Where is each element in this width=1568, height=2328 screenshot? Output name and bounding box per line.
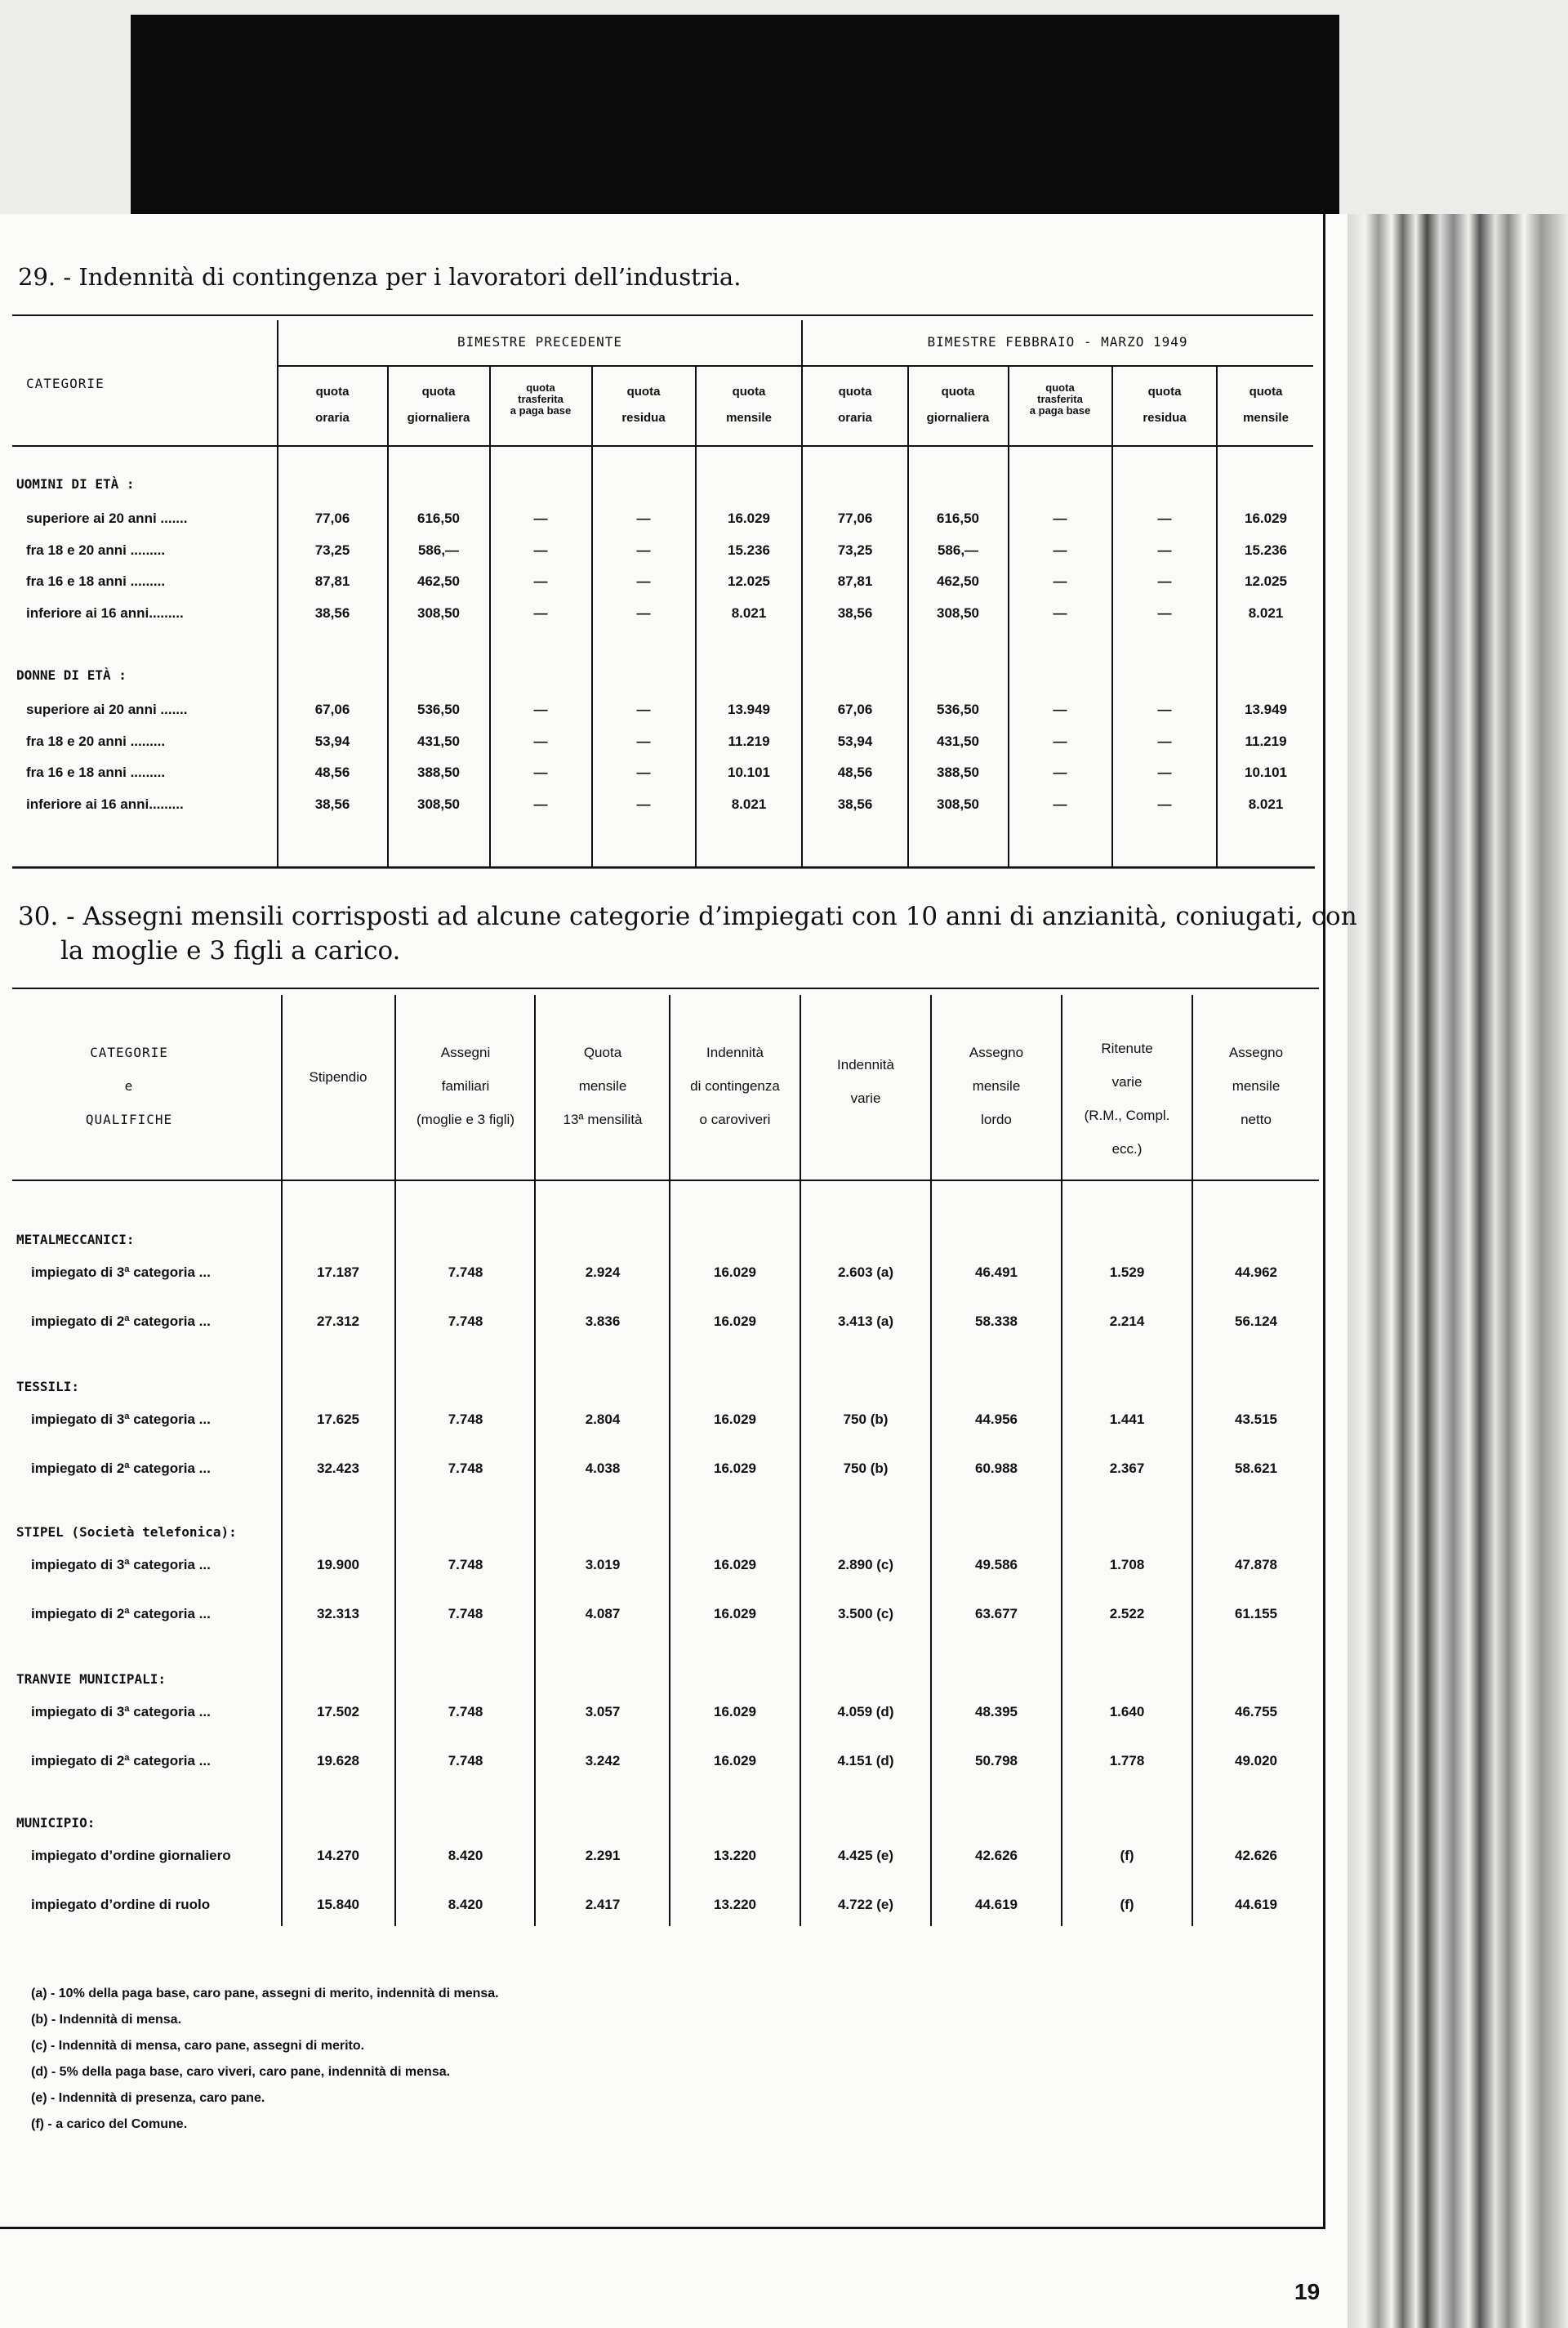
cell-value: 49.020 (1235, 1753, 1277, 1768)
cell-value: 8.420 (448, 1848, 483, 1863)
cell-value: 1.441 (1109, 1412, 1145, 1427)
cell-value: 750 (b) (843, 1461, 889, 1476)
cell-curr: 431,50 (937, 733, 979, 749)
table29-group-prev: BIMESTRE PRECEDENTE (457, 334, 623, 350)
cell-curr: — (1053, 796, 1067, 812)
cell-value: 58.338 (975, 1313, 1018, 1329)
row-label: fra 16 e 18 anni ......... (26, 573, 166, 589)
cell-curr: 308,50 (937, 604, 979, 621)
row-label: fra 18 e 20 anni ......... (26, 542, 166, 558)
cell-value: 16.029 (714, 1412, 756, 1427)
cell-value: 7.748 (448, 1264, 483, 1280)
footnote: (c) - Indennità di mensa, caro pane, assegni di merito. (31, 2039, 365, 2053)
cell-value: 7.748 (448, 1461, 483, 1476)
cell-curr: 12.025 (1245, 573, 1287, 589)
cell-prev: 48,56 (314, 765, 350, 780)
cell-value: 16.029 (714, 1606, 756, 1621)
cell-value: 16.029 (714, 1753, 756, 1768)
table30-col-header: Indennità di contingenza o caroviveri (690, 1045, 780, 1127)
table30-col-header: Indennità varie (837, 1057, 894, 1106)
cell-value: 3.057 (585, 1704, 621, 1719)
row-label: superiore ai 20 anni ....... (26, 511, 188, 526)
cell-prev: 462,50 (417, 573, 460, 589)
table30-title-line2: la moglie e 3 figli a carico. (60, 936, 401, 966)
cell-prev: 87,81 (314, 573, 350, 589)
cell-prev: 431,50 (417, 733, 460, 749)
cell-value: 4.038 (585, 1461, 621, 1476)
row-label: impiegato d’ordine giornaliero (31, 1848, 231, 1863)
cell-value: 13.220 (714, 1848, 756, 1863)
cell-value: 44.619 (1235, 1897, 1277, 1912)
table30-col-header: Assegno mensile netto (1228, 1045, 1284, 1127)
cell-value: 3.019 (585, 1557, 621, 1572)
cell-prev: 67,06 (314, 702, 350, 717)
cell-prev: 13.949 (728, 702, 770, 717)
cell-prev: 73,25 (314, 542, 350, 558)
cell-value: 13.220 (714, 1897, 756, 1912)
cell-value: 16.029 (714, 1461, 756, 1476)
row-label: impiegato di 3ª categoria ... (31, 1264, 211, 1280)
table29-group-curr: BIMESTRE FEBBRAIO - MARZO 1949 (927, 334, 1188, 350)
cell-curr: 13.949 (1245, 702, 1287, 717)
cell-prev: — (533, 542, 548, 558)
cell-value: 61.155 (1235, 1606, 1277, 1621)
cell-curr: 38,56 (837, 796, 873, 812)
cell-value: 19.900 (317, 1557, 359, 1572)
cell-value: 42.626 (1235, 1848, 1277, 1863)
cell-value: 2.291 (585, 1848, 621, 1863)
row-label: fra 18 e 20 anni ......... (26, 733, 166, 749)
cell-value: 7.748 (448, 1704, 483, 1719)
cell-prev: — (533, 796, 548, 812)
cell-curr: 8.021 (1248, 604, 1284, 621)
row-label: impiegato di 2ª categoria ... (31, 1606, 211, 1621)
table29-title: 29. - Indennità di contingenza per i lavoratori dell’industria. (18, 263, 742, 291)
cell-value: 4.722 (e) (837, 1897, 894, 1912)
q-residua-prev: quota residua (621, 385, 666, 425)
q-residua-curr: quota residua (1143, 385, 1187, 425)
cell-value: 60.988 (975, 1461, 1018, 1476)
table30-col-header: Quota mensile 13ª mensilità (563, 1045, 643, 1127)
cell-prev: 16.029 (728, 511, 770, 526)
cell-value: 42.626 (975, 1848, 1018, 1863)
cell-value: 50.798 (975, 1753, 1018, 1768)
q-mensile-curr: quota mensile (1243, 385, 1289, 425)
cell-curr: 616,50 (937, 511, 979, 526)
cell-curr: — (1053, 604, 1067, 621)
cell-value: 43.515 (1235, 1412, 1277, 1427)
cell-prev: — (636, 702, 651, 717)
cell-prev: — (636, 733, 651, 749)
cell-value: 2.522 (1109, 1606, 1145, 1621)
cell-value: 2.804 (585, 1412, 621, 1427)
row-label: impiegato d’ordine di ruolo (31, 1897, 211, 1912)
cell-prev: 388,50 (417, 765, 460, 780)
cell-prev: 8.021 (731, 604, 767, 621)
cell-value: 7.748 (448, 1753, 483, 1768)
row-label: inferiore ai 16 anni......... (26, 796, 184, 812)
table30-col-header: Assegno mensile lordo (969, 1045, 1024, 1127)
cell-value: 7.748 (448, 1557, 483, 1572)
cell-prev: — (533, 511, 548, 526)
cell-prev: 586,— (417, 542, 460, 558)
cell-value: (f) (1120, 1848, 1134, 1863)
cell-value: 16.029 (714, 1264, 756, 1280)
cell-prev: — (533, 733, 548, 749)
cell-curr: — (1157, 573, 1172, 589)
cell-prev: 12.025 (728, 573, 770, 589)
row-label: superiore ai 20 anni ....... (26, 702, 188, 717)
cell-curr: — (1157, 511, 1172, 526)
cell-curr: — (1053, 733, 1067, 749)
section-label: TESSILI: (16, 1379, 80, 1394)
cell-value: 56.124 (1235, 1313, 1277, 1329)
cell-value: 46.491 (975, 1264, 1018, 1280)
cell-prev: 616,50 (417, 511, 460, 526)
cell-value: 1.640 (1109, 1704, 1145, 1719)
footnote: (b) - Indennità di mensa. (31, 2013, 182, 2027)
section-label: UOMINI DI ETÀ : (16, 476, 135, 492)
cell-curr: — (1157, 765, 1172, 780)
cell-curr: 77,06 (837, 511, 873, 526)
cell-value: 32.313 (317, 1606, 359, 1621)
row-label: impiegato di 2ª categoria ... (31, 1753, 211, 1768)
cell-prev: 53,94 (314, 733, 350, 749)
cell-curr: — (1053, 511, 1067, 526)
cell-value: 3.413 (a) (837, 1313, 894, 1329)
cell-prev: — (636, 542, 651, 558)
q-oraria-curr: quota oraria (838, 385, 872, 425)
cell-curr: 10.101 (1245, 765, 1287, 780)
cell-value: 47.878 (1235, 1557, 1277, 1572)
cell-value: 27.312 (317, 1313, 359, 1329)
cell-value: 14.270 (317, 1848, 359, 1863)
cell-prev: 308,50 (417, 796, 460, 812)
cell-curr: 586,— (937, 542, 979, 558)
cell-prev: — (533, 604, 548, 621)
cell-value: 15.840 (317, 1897, 359, 1912)
cell-value: 3.500 (c) (837, 1606, 894, 1621)
cell-value: 32.423 (317, 1461, 359, 1476)
footnote: (e) - Indennità di presenza, caro pane. (31, 2091, 265, 2105)
cell-curr: 462,50 (937, 573, 979, 589)
cell-value: 16.029 (714, 1704, 756, 1719)
cell-curr: 16.029 (1245, 511, 1287, 526)
cell-curr: — (1157, 542, 1172, 558)
footnote: (f) - a carico del Comune. (31, 2117, 188, 2131)
section-label: TRANVIE MUNICIPALI: (16, 1671, 167, 1687)
cell-value: 16.029 (714, 1313, 756, 1329)
q-trasferita-prev: quota trasferita a paga base (510, 381, 572, 417)
cell-value: 63.677 (975, 1606, 1018, 1621)
cell-curr: — (1157, 796, 1172, 812)
section-label: DONNE DI ETÀ : (16, 667, 127, 683)
cell-prev: 308,50 (417, 604, 460, 621)
cell-prev: — (636, 604, 651, 621)
cell-value: 44.962 (1235, 1264, 1277, 1280)
row-label: impiegato di 3ª categoria ... (31, 1557, 211, 1572)
row-label: impiegato di 2ª categoria ... (31, 1313, 211, 1329)
row-label: impiegato di 3ª categoria ... (31, 1412, 211, 1427)
cell-value: 1.778 (1109, 1753, 1145, 1768)
cell-value: 16.029 (714, 1557, 756, 1572)
cell-curr: — (1157, 702, 1172, 717)
cell-value: 2.214 (1109, 1313, 1145, 1329)
cell-value: 7.748 (448, 1606, 483, 1621)
cell-prev: — (636, 573, 651, 589)
cell-value: 2.924 (585, 1264, 621, 1280)
cell-value: 46.755 (1235, 1704, 1277, 1719)
cell-value: 4.087 (585, 1606, 621, 1621)
cell-value: 7.748 (448, 1412, 483, 1427)
cell-prev: — (636, 511, 651, 526)
q-giornaliera-prev: quota giornaliera (407, 385, 470, 425)
cell-prev: — (533, 573, 548, 589)
cell-value: 44.956 (975, 1412, 1018, 1427)
cell-value: 2.367 (1109, 1461, 1145, 1476)
cell-curr: — (1157, 733, 1172, 749)
cell-value: 2.417 (585, 1897, 621, 1912)
table30-col-header: Stipendio (309, 1069, 368, 1085)
cell-value: 49.586 (975, 1557, 1018, 1572)
cell-prev: 38,56 (314, 796, 350, 812)
cell-value: 48.395 (975, 1704, 1018, 1719)
q-mensile-prev: quota mensile (726, 385, 772, 425)
row-label: inferiore ai 16 anni......... (26, 604, 184, 621)
cell-prev: 38,56 (314, 604, 350, 621)
row-label: fra 16 e 18 anni ......... (26, 765, 166, 780)
q-giornaliera-curr: quota giornaliera (926, 385, 990, 425)
cell-curr: — (1053, 702, 1067, 717)
cell-value: 1.708 (1109, 1557, 1145, 1572)
cell-value: (f) (1120, 1897, 1134, 1912)
footnote: (a) - 10% della paga base, caro pane, assegni di merito, indennità di mensa. (31, 1987, 499, 2000)
cell-value: 17.187 (317, 1264, 359, 1280)
cell-prev: 77,06 (314, 511, 350, 526)
cell-curr: 8.021 (1248, 796, 1284, 812)
cell-curr: 87,81 (837, 573, 873, 589)
footnote: (d) - 5% della paga base, caro viveri, caro pane, indennità di mensa. (31, 2065, 451, 2079)
cell-value: 750 (b) (843, 1412, 889, 1427)
cell-prev: — (533, 765, 548, 780)
cell-value: 8.420 (448, 1897, 483, 1912)
cell-curr: 536,50 (937, 702, 979, 717)
cell-value: 17.625 (317, 1412, 359, 1427)
table30-categorie-header: CATEGORIE e QUALIFICHE (85, 1045, 173, 1127)
cell-curr: — (1053, 765, 1067, 780)
cell-curr: 308,50 (937, 796, 979, 812)
cell-value: 4.059 (d) (837, 1704, 894, 1719)
cell-prev: 11.219 (728, 733, 770, 749)
cell-value: 2.603 (a) (837, 1264, 894, 1280)
cell-curr: 73,25 (837, 542, 873, 558)
cell-prev: 536,50 (417, 702, 460, 717)
cell-value: 17.502 (317, 1704, 359, 1719)
cell-value: 2.890 (c) (837, 1557, 894, 1572)
page-number: 19 (1294, 2279, 1321, 2304)
table30-title-line1: 30. - Assegni mensili corrisposti ad alcune categorie d’impiegati con 10 anni di anzianità, coniugati, con (18, 902, 1357, 931)
section-label: STIPEL (Società telefonica): (16, 1524, 237, 1540)
cell-curr: 53,94 (837, 733, 873, 749)
cell-prev: 8.021 (731, 796, 767, 812)
cell-value: 58.621 (1235, 1461, 1277, 1476)
cell-prev: 15.236 (728, 542, 770, 558)
cell-value: 44.619 (975, 1897, 1018, 1912)
cell-prev: — (636, 796, 651, 812)
cell-curr: 11.219 (1245, 733, 1287, 749)
cell-prev: — (533, 702, 548, 717)
cell-prev: 10.101 (728, 765, 770, 780)
cell-value: 7.748 (448, 1313, 483, 1329)
cell-value: 3.242 (585, 1753, 621, 1768)
section-label: MUNICIPIO: (16, 1815, 96, 1831)
table30-col-header: Ritenute varie (R.M., Compl. ecc.) (1084, 1041, 1170, 1157)
cell-curr: — (1053, 542, 1067, 558)
row-label: impiegato di 2ª categoria ... (31, 1461, 211, 1476)
cell-value: 1.529 (1109, 1264, 1145, 1280)
cell-curr: 67,06 (837, 702, 873, 717)
cell-curr: — (1053, 573, 1067, 589)
cell-value: 3.836 (585, 1313, 621, 1329)
cell-prev: — (636, 765, 651, 780)
cell-value: 19.628 (317, 1753, 359, 1768)
q-oraria-prev: quota oraria (315, 385, 350, 425)
q-trasferita-curr: quota trasferita a paga base (1029, 381, 1091, 417)
section-label: METALMECCANICI: (16, 1232, 135, 1247)
cell-curr: 38,56 (837, 604, 873, 621)
table29-categorie-header: CATEGORIE (26, 376, 105, 391)
table30-col-header: Assegni familiari (moglie e 3 figli) (416, 1045, 514, 1127)
cell-curr: 388,50 (937, 765, 979, 780)
cell-value: 4.151 (d) (837, 1753, 894, 1768)
cell-curr: — (1157, 604, 1172, 621)
cell-value: 4.425 (e) (837, 1848, 894, 1863)
cell-curr: 15.236 (1245, 542, 1287, 558)
row-label: impiegato di 3ª categoria ... (31, 1704, 211, 1719)
cell-curr: 48,56 (837, 765, 873, 780)
